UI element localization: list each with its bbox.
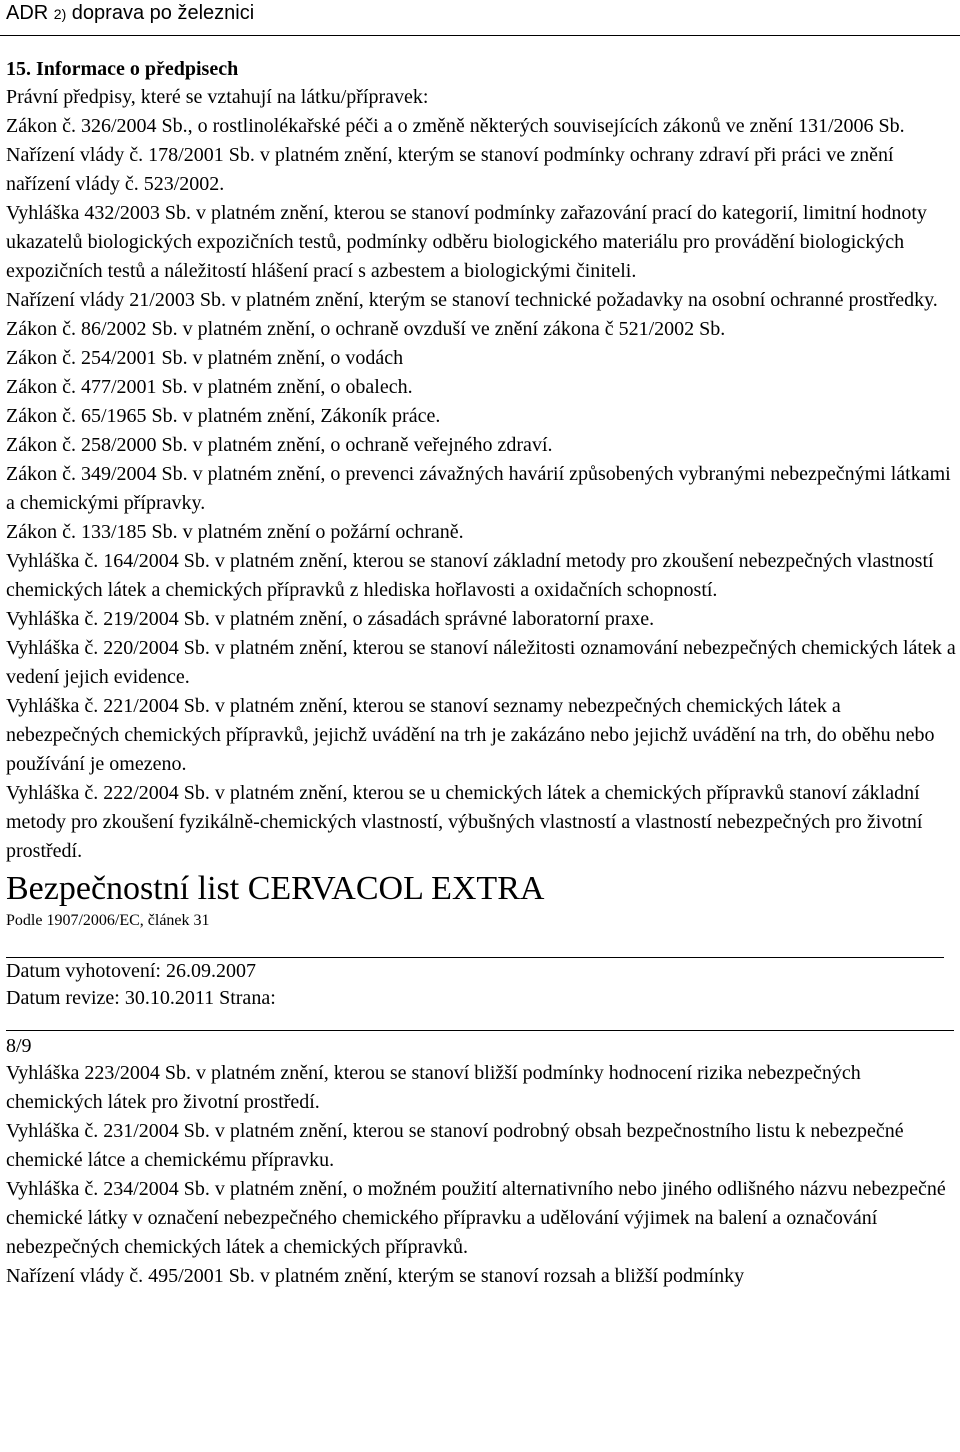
sheet-subtitle: Podle 1907/2006/EC, článek 31 — [6, 912, 210, 929]
regulation-item: Zákon č. 326/2004 Sb., o rostlinolékařské péči a o změně některých souvisejících zákonů ve znění 131/2006 Sb. — [6, 115, 905, 137]
header-rule — [0, 35, 960, 36]
sheet-title: Bezpečnostní list CERVACOL EXTRA — [6, 870, 545, 907]
regulation-item: Nařízení vlády 21/2003 Sb. v platném znění, kterým se stanoví technické požadavky na osobní ochranné prostředky. — [6, 289, 938, 311]
regulation-item: Zákon č. 86/2002 Sb. v platném znění, o ochraně ovzduší ve znění zákona č 521/2002 Sb. — [6, 318, 726, 340]
regulation-item: Zákon č. 133/185 Sb. v platném znění o požární ochraně. — [6, 521, 464, 543]
regulation-item: Zákon č. 258/2000 Sb. v platném znění, o ochraně veřejného zdraví. — [6, 434, 553, 456]
regulation-item: Vyhláška č. 231/2004 Sb. v platném znění, kterou se stanoví podrobný obsah bezpečnostního listu k nebezpečné chemické látce a chemickému přípravku. — [6, 1120, 904, 1171]
regulation-item: Vyhláška č. 221/2004 Sb. v platném znění, kterou se stanoví seznamy nebezpečných chemických látek a nebezpečných chemických přípravků, jejichž uvádění na trh je zakázáno nebo jejichž uvádění na trh, do oběhu nebo používání je omezeno. — [6, 695, 935, 775]
regulation-item: Vyhláška 432/2003 Sb. v platném znění, kterou se stanoví podmínky zařazování prací do kategorií, limitní hodnoty ukazatelů biologických expozičních testů, podmínky odběru biologického materiálu pro provádění biologických expozičních testů a náležitostí hlášení prací s azbestem a biologickými činiteli. — [6, 202, 927, 282]
running-header — [6, 0, 254, 26]
regulation-item: Zákon č. 254/2001 Sb. v platném znění, o vodách — [6, 347, 404, 369]
regulation-item: Zákon č. 65/1965 Sb. v platném znění, Zákoník práce. — [6, 405, 441, 427]
regulation-item: Zákon č. 477/2001 Sb. v platném znění, o obalech. — [6, 376, 413, 398]
regulation-intro: Právní předpisy, které se vztahují na látku/přípravek: — [6, 86, 429, 108]
header-footnote-mark: 2) — [53, 6, 67, 22]
regulation-item: Vyhláška č. 234/2004 Sb. v platném znění, o možném použití alternativního nebo jiného odlišného názvu nebezpečné chemické látky v označení nebezpečného chemického přípravku a udělování výjimek na balení a označování nebezpečných chemických látek a chemických přípravků. — [6, 1178, 946, 1258]
regulation-item: Vyhláška č. 222/2004 Sb. v platném znění, kterou se u chemických látek a chemických přípravků stanoví základní metody pro zkoušení fyzikálně-chemických vlastností, výbušných vlastností a vlastností nebezpečných pro životní prostředí. — [6, 782, 923, 862]
regulation-item: Nařízení vlády č. 178/2001 Sb. v platném znění, kterým se stanoví podmínky ochrany zdraví při práci ve znění nařízení vlády č. 523/2002. — [6, 144, 894, 195]
header-suffix: doprava po železnici — [66, 2, 255, 24]
regulation-item: Vyhláška č. 220/2004 Sb. v platném znění, kterou se stanoví náležitosti oznamování nebezpečných chemických látek a vedení jejich evidence. — [6, 637, 956, 688]
section-heading: 15. Informace o předpisech — [6, 58, 239, 80]
date-revision: Datum revize: 30.10.2011 Strana: — [6, 987, 276, 1009]
regulation-item: Zákon č. 349/2004 Sb. v platném znění, o prevenci závažných havárií způsobených vybranými nebezpečnými látkami a chemickými přípravky. — [6, 463, 951, 514]
page-rule — [6, 1030, 954, 1031]
date-created: Datum vyhotovení: 26.09.2007 — [6, 960, 256, 982]
content-body — [6, 55, 956, 1291]
regulation-item: Vyhláška 223/2004 Sb. v platném znění, kterou se stanoví bližší podmínky hodnocení rizika nebezpečných chemických látek pro životní prostředí. — [6, 1062, 861, 1113]
regulation-item: Vyhláška č. 219/2004 Sb. v platném znění, o zásadách správné laboratorní praxe. — [6, 608, 655, 630]
regulation-item: Nařízení vlády č. 495/2001 Sb. v platném znění, kterým se stanoví rozsah a bližší podmínky — [6, 1265, 745, 1287]
header-prefix: ADR — [6, 2, 54, 24]
regulation-item: Vyhláška č. 164/2004 Sb. v platném znění, kterou se stanoví základní metody pro zkoušení nebezpečných vlastností chemických látek a chemických přípravků z hlediska hořlavosti a oxidačních schopností. — [6, 550, 934, 601]
page-number: 8/9 — [6, 1035, 32, 1057]
